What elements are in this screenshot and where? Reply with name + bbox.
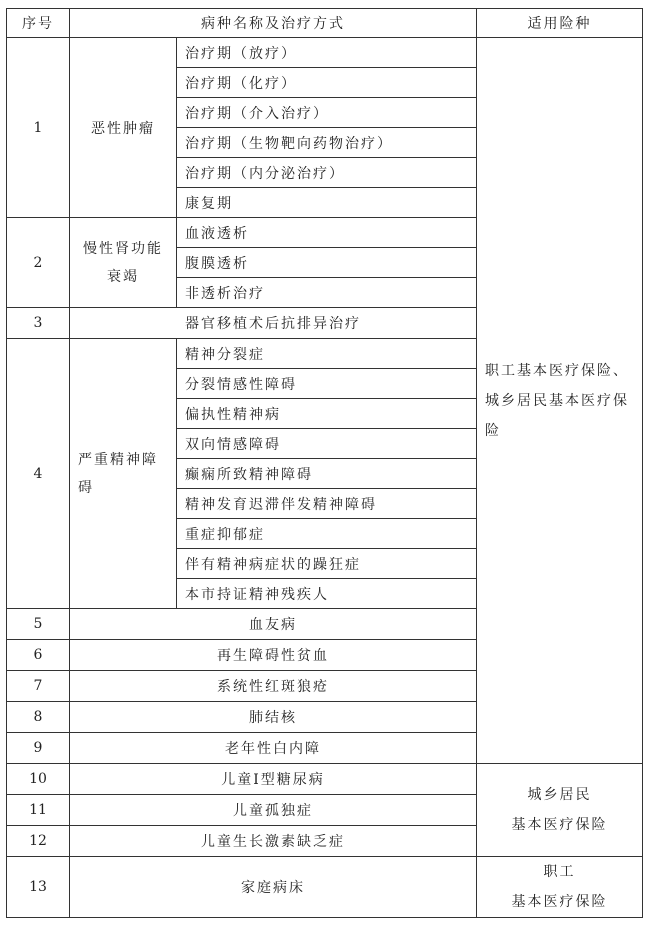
disease-name: 肺结核: [70, 702, 477, 733]
row-number: 6: [7, 640, 70, 671]
treatment-item: 治疗期（介入治疗）: [177, 98, 477, 128]
disease-name: 器官移植术后抗排异治疗: [70, 308, 477, 339]
treatment-item: 康复期: [177, 188, 477, 218]
header-row: [7, 9, 643, 38]
header-seq: 序号: [7, 9, 70, 38]
table-row: [7, 857, 643, 918]
row-number: 4: [7, 339, 70, 609]
row-number: 7: [7, 671, 70, 702]
insurance-line: 基本医疗保险: [511, 894, 608, 910]
disease-name-line: 碍: [78, 479, 94, 496]
treatment-item: 偏执性精神病: [177, 399, 477, 429]
header-disease: 病种名称及治疗方式: [70, 9, 477, 38]
treatment-item: 重症抑郁症: [177, 519, 477, 549]
treatment-item: 癫痫所致精神障碍: [177, 459, 477, 489]
treatment-item: 治疗期（放疗）: [177, 38, 477, 68]
insurance-line: 城乡居民: [527, 787, 592, 803]
treatment-item: 血液透析: [177, 218, 477, 248]
table-row: [7, 38, 643, 68]
disease-name: 恶性肿瘤: [70, 38, 177, 218]
row-number: 9: [7, 733, 70, 764]
treatment-item: 治疗期（生物靶向药物治疗）: [177, 128, 477, 158]
insurance-line: 险: [485, 422, 501, 439]
insurance-type-employees: [477, 857, 643, 918]
disease-name: 儿童Ⅰ型糖尿病: [70, 764, 477, 795]
insurance-type-residents: [477, 764, 643, 857]
row-number: 10: [7, 764, 70, 795]
row-number: 12: [7, 826, 70, 857]
disease-name: [70, 218, 177, 308]
table-row: [7, 764, 643, 795]
insurance-type-general: [477, 38, 643, 764]
disease-name: 儿童孤独症: [70, 795, 477, 826]
disease-name-line: 严重精神障: [78, 451, 158, 468]
header-insurance: 适用险种: [477, 9, 643, 38]
disease-name: 老年性白内障: [70, 733, 477, 764]
disease-name: 系统性红斑狼疮: [70, 671, 477, 702]
treatment-item: 治疗期（化疗）: [177, 68, 477, 98]
disease-name: [70, 339, 177, 609]
disease-name: 再生障碍性贫血: [70, 640, 477, 671]
insurance-line: 职工基本医疗保险、: [485, 362, 629, 379]
treatment-item: 本市持证精神残疾人: [177, 579, 477, 609]
treatment-item: 腹膜透析: [177, 248, 477, 278]
row-number: 2: [7, 218, 70, 308]
treatment-item: 治疗期（内分泌治疗）: [177, 158, 477, 188]
row-number: 13: [7, 857, 70, 918]
row-number: 11: [7, 795, 70, 826]
row-number: 8: [7, 702, 70, 733]
disease-name: 血友病: [70, 609, 477, 640]
disease-insurance-table: [6, 8, 643, 918]
treatment-item: 精神发育迟滞伴发精神障碍: [177, 489, 477, 519]
row-number: 5: [7, 609, 70, 640]
treatment-item: 伴有精神病症状的躁狂症: [177, 549, 477, 579]
row-number: 3: [7, 308, 70, 339]
disease-name: 家庭病床: [70, 857, 477, 918]
disease-name-line: 慢性肾功能: [83, 240, 163, 257]
insurance-line: 职工: [543, 864, 576, 880]
treatment-item: 分裂情感性障碍: [177, 369, 477, 399]
disease-name-line: 衰竭: [107, 268, 139, 285]
treatment-item: 非透析治疗: [177, 278, 477, 308]
treatment-item: 精神分裂症: [177, 339, 477, 369]
row-number: 1: [7, 38, 70, 218]
disease-name: 儿童生长激素缺乏症: [70, 826, 477, 857]
insurance-line: 基本医疗保险: [511, 817, 608, 833]
insurance-line: 城乡居民基本医疗保: [485, 392, 629, 409]
treatment-item: 双向情感障碍: [177, 429, 477, 459]
